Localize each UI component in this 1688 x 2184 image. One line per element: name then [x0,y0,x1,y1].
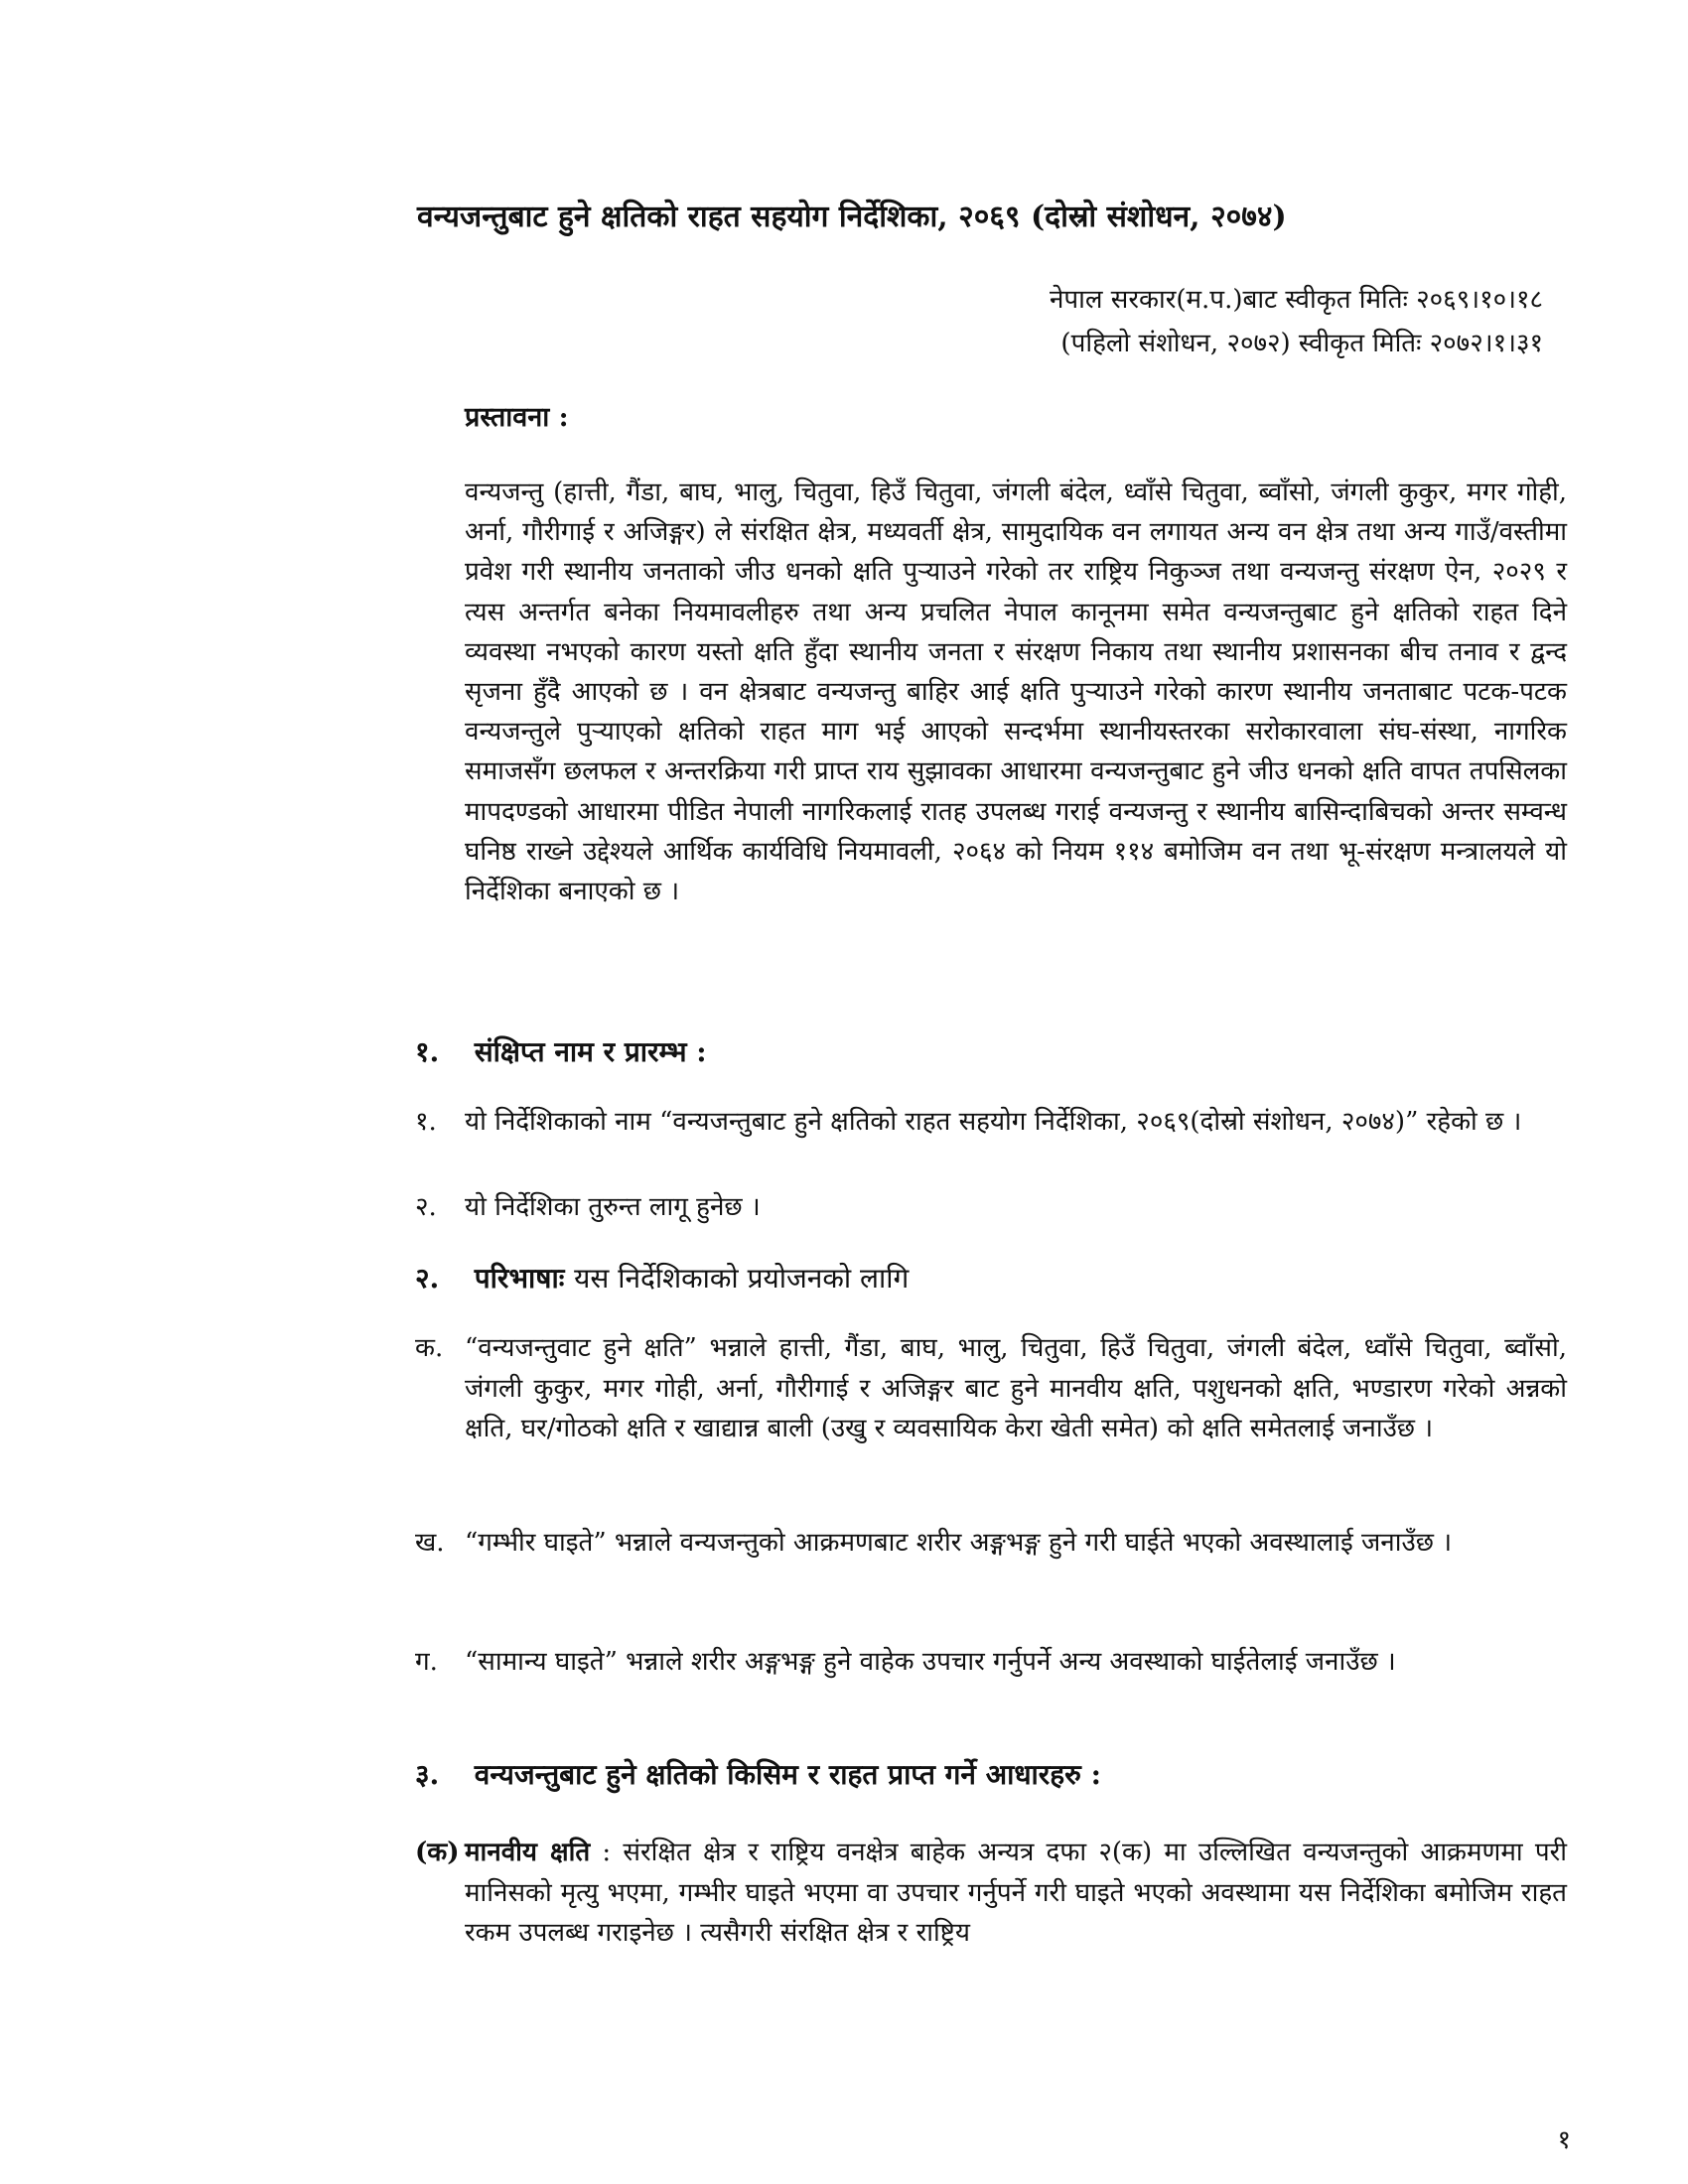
section-2-item-ka [415,1328,1567,1449]
approval-dates [1050,278,1543,365]
section-2-item-ga [415,1642,1567,1683]
section-2-heading [415,1259,909,1297]
item-label: ख. [415,1528,445,1558]
section-3-item-ka [415,1833,1567,1954]
section-2-item-kha [415,1523,1567,1564]
section-1-heading [415,1032,707,1070]
item-text [465,1833,1567,1954]
item-label: २. [415,1192,437,1222]
section-title: वन्यजन्तुबाट हुने क्षतिको किसिम र राहत प्राप्त गर्ने आधारहरु : [474,1758,1101,1791]
preamble-text: वन्यजन्तु (हात्ती, गैंडा, बाघ, भालु, चितुवा, हिउँ चितुवा, जंगली बंदेल, ध्वाँसे चितुवा, ब्वाँसो, जंगली कुकुर, मगर गोही, अर्ना, गौरीगाई र अजिङ्गर) ले संरक्षित क्षेत्र, मध्यवर्ती क्षेत्र, सामुदायिक वन लगायत अन्य वन क्षेत्र तथा अन्य गाउँ/वस्तीमा प्रवेश गरी स्थानीय जनताको जीउ धनको क्षति पुऱ्याउने गरेको तर राष्ट्रिय निकुञ्ज तथा वन्यजन्तु संरक्षण ऐन, २०२९ र त्यस अन्तर्गत बनेका नियमावलीहरु तथा अन्य प्रचलित नेपाल कानूनमा समेत वन्यजन्तुबाट हुने क्षतिको राहत दिने व्यवस्था नभएको कारण यस्तो क्षति हुँदा स्थानीय जनता र संरक्षण निकाय तथा स्थानीय प्रशासनका बीच तनाव र द्वन्द सृजना हुँदै आएको छ । वन क्षेत्रबाट वन्यजन्तु बाहिर आई क्षति पुऱ्याउने गरेको कारण स्थानीय जनताबाट पटक-पटक वन्यजन्तुले पुऱ्याएको क्षतिको राहत माग भई आएको सन्दर्भमा स्थानीयस्तरका सरोकारवाला संघ-संस्था, नागरिक समाजसँग छलफल र अन्तरक्रिया गरी प्राप्त राय सुझावका आधारमा वन्यजन्तुबाट हुने जीउ धनको क्षति वापत तपसिलका मापदण्डको आधारमा पीडित नेपाली नागरिकलाई रातह उपलब्ध गराई वन्यजन्तु र स्थानीय बासिन्दाबिचको अन्तर सम्वन्ध घनिष्ठ राख्ने उद्देश्यले आर्थिक कार्यविधि नियमावली, २०६४ को नियम ११४ बमोजिम वन तथा भू-संरक्षण मन्त्रालयले यो निर्देशिका बनाएको छ । [465,478,1567,907]
section-title: परिभाषाः [474,1262,565,1295]
document-title: वन्यजन्तुबाट हुने क्षतिको राहत सहयोग निर्देशिका, २०६९ (दोस्रो संशोधन, २०७४) [417,200,1287,234]
item-bold-term: मानवीय क्षति [465,1838,591,1867]
section-1-item-2 [415,1187,1567,1228]
section-3-heading [415,1755,1101,1793]
section-number: १. [415,1035,440,1068]
approval-date-line-2: (पहिलो संशोधन, २०७२) स्वीकृत मितिः २०७२।१।३१ [1060,329,1543,358]
section-number: २. [415,1262,440,1295]
item-label: (क) [415,1838,460,1867]
item-text: यो निर्देशिका तुरुन्त लागू हुनेछ । [465,1192,761,1222]
section-title: संक्षिप्त नाम र प्रारम्भ : [474,1035,707,1068]
section-subtitle: यस निर्देशिकाको प्रयोजनको लागि [574,1262,910,1295]
item-text: यो निर्देशिकाको नाम “वन्यजन्तुबाट हुने क्षतिको राहत सहयोग निर्देशिका, २०६९(दोस्रो संशोधन, २०७४)” रहेको छ । [465,1107,1522,1137]
approval-date-line-1: नेपाल सरकार(म.प.)बाट स्वीकृत मितिः २०६९।१०।१८ [1049,285,1543,315]
item-text: “गम्भीर घाइते” भन्नाले वन्यजन्तुको आक्रमणबाट शरीर अङ्गभङ्ग हुने गरी घाईते भएको अवस्थालाई जनाउँछ । [465,1528,1453,1558]
item-label: ग. [415,1647,438,1677]
section-1-item-1 [415,1102,1567,1143]
item-text: “सामान्य घाइते” भन्नाले शरीर अङ्गभङ्ग हुने वाहेक उपचार गर्नुपर्ने अन्य अवस्थाको घाईतेलाई जनाउँछ । [465,1647,1396,1677]
item-label: १. [415,1107,437,1137]
preamble-heading: प्रस्तावना : [465,402,569,433]
section-number: ३. [415,1758,440,1791]
item-label: क. [415,1333,444,1363]
page-number: १ [1557,2125,1571,2155]
item-body: : संरक्षित क्षेत्र र राष्ट्रिय वनक्षेत्र बाहेक अन्यत्र दफा २(क) मा उल्लिखित वन्यजन्तुको आक्रमणमा परी मानिसको मृत्यु भएमा, गम्भीर घाइते भएमा वा उपचार गर्नुपर्ने गरी घाइते भएको अवस्थामा यस निर्देशिका बमोजिम राहत रकम उपलब्ध गराइनेछ । त्यसैगरी संरक्षित क्षेत्र र राष्ट्रिय [465,1838,1567,1948]
item-text: “वन्यजन्तुवाट हुने क्षति” भन्नाले हात्ती, गैंडा, बाघ, भालु, चितुवा, हिउँ चितुवा, जंगली बंदेल, ध्वाँसे चितुवा, ब्वाँसो, जंगली कुकुर, मगर गोही, अर्ना, गौरीगाई र अजिङ्गर बाट हुने मानवीय क्षति, पशुधनको क्षति, भण्डारण गरेको अन्नको क्षति, घर/गोठको क्षति र खाद्यान्न बाली (उखु र व्यवसायिक केरा खेती समेत) को क्षति समेतलाई जनाउँछ । [465,1333,1567,1443]
